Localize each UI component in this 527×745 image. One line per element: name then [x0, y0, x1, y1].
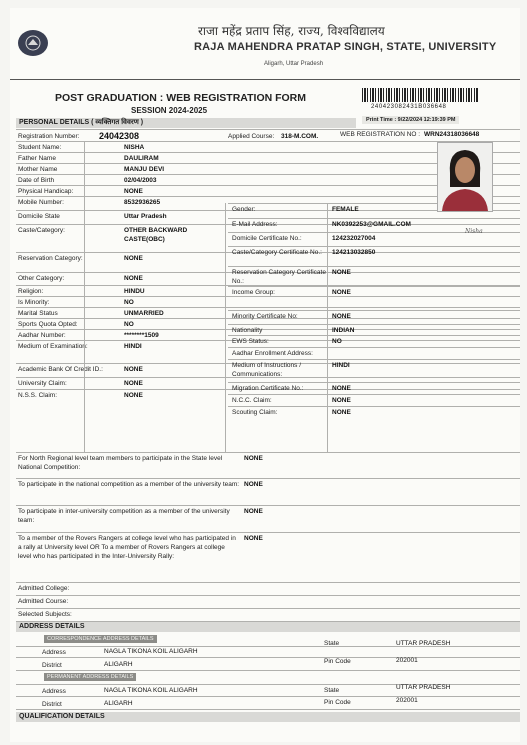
selected-subjects-label: Selected Subjects: [18, 611, 72, 618]
form-row [228, 382, 520, 394]
form-row [16, 452, 520, 477]
form-row [228, 310, 520, 324]
field-value: 124232027004 [332, 235, 376, 242]
field-value: NONE [124, 392, 143, 399]
form-row [16, 532, 520, 581]
form-row [228, 246, 520, 266]
field-label: Physical Handicap: [18, 188, 74, 195]
field-value: HINDU [124, 288, 145, 295]
field-value: NONE [124, 366, 143, 373]
permanent-address-heading: PERMANENT ADDRESS DETAILS [44, 673, 136, 681]
permanent-address-value: NAGLA TIKONA KOIL ALIGARH [104, 687, 198, 694]
field-value: Uttar Pradesh [124, 213, 167, 220]
applied-course-label: Applied Course: [228, 133, 275, 140]
field-value: HINDI [332, 362, 350, 369]
print-time: Print Time : 9/22/2024 12:19:39 PM [362, 116, 459, 124]
field-value: DAULIRAM [124, 155, 159, 162]
student-photo [437, 142, 493, 212]
field-value: NONE [244, 481, 263, 488]
web-registration-label: WEB REGISTRATION NO : [340, 131, 421, 138]
address-details-heading: ADDRESS DETAILS [16, 622, 520, 632]
field-value: ********1509 [124, 332, 159, 339]
field-label: Is Minority: [18, 299, 50, 306]
form-row [228, 359, 520, 382]
field-label: To participate in the national competition as a member of the university team: [18, 481, 240, 488]
field-value: NO [124, 321, 134, 328]
field-label: Reservation Category Certificate No.: [232, 269, 326, 285]
field-label: Caste/Category Certificate No.: [232, 249, 322, 256]
field-label: Sports Quota Opted: [18, 321, 78, 328]
field-value: NONE [332, 385, 351, 392]
correspondence-address-value: NAGLA TIKONA KOIL ALIGARH [104, 648, 198, 655]
field-label: Reservation Category: [18, 255, 83, 262]
correspondence-district-label: District [42, 662, 62, 669]
field-value: NONE [244, 535, 263, 542]
field-label: Mother Name [18, 166, 58, 173]
field-label: Medium of Instructions / Communications: [232, 362, 301, 378]
field-value: NONE [332, 289, 351, 296]
field-label: Other Category: [18, 275, 65, 282]
field-label: Student Name: [18, 144, 62, 151]
field-value: NONE [244, 455, 263, 462]
field-value: NONE [332, 313, 351, 320]
field-value: NONE [332, 397, 351, 404]
field-value: 124213032850 [332, 249, 376, 256]
correspondence-address-row [16, 640, 520, 657]
field-value: MANJU DEVI [124, 166, 165, 173]
form-row [228, 406, 520, 418]
field-label: Aadhar Number: [18, 332, 66, 339]
column-divider [225, 203, 226, 453]
student-signature: Nisha [465, 228, 483, 235]
session-label: SESSION 2024-2025 [131, 106, 208, 115]
permanent-pin-label: Pin Code [324, 699, 351, 706]
selected-subjects-row [16, 608, 520, 622]
field-value: NONE [124, 275, 143, 282]
field-label: Aadhar Enrollment Address: [232, 350, 313, 357]
field-label: Father Name [18, 155, 56, 162]
field-label: To participate in inter-university competition as a member of the university team: [18, 508, 230, 524]
correspondence-state-value: UTTAR PRADESH [396, 640, 451, 647]
column-divider [327, 203, 328, 453]
university-name-hindi: राजा महेंद्र प्रताप सिंह, राज्य, विश्वविद्यालय [198, 24, 385, 38]
field-value: 02/04/2003 [124, 177, 157, 184]
admitted-course-label: Admitted Course: [18, 598, 69, 605]
field-label: For North Regional level team members to participate in the State level National Competition: [18, 455, 223, 471]
form-row [228, 324, 520, 335]
permanent-state-value: UTTAR PRADESH [396, 684, 451, 691]
form-row [228, 347, 520, 359]
field-label: E-Mail Address: [232, 221, 278, 228]
field-label: Mobile Number: [18, 199, 64, 206]
permanent-address-row [16, 684, 520, 696]
personal-details-heading: PERSONAL DETAILS ( व्यक्तिगत विवरण ) [16, 118, 356, 128]
correspondence-address-heading: CORRESPONDENCE ADDRESS DETAILS [44, 635, 157, 643]
field-label: Gender: [232, 206, 256, 213]
form-row [228, 286, 520, 300]
field-value: NONE [124, 380, 143, 387]
field-label: N.S.S. Claim: [18, 392, 58, 399]
permanent-state-label: State [324, 687, 340, 694]
barcode-number: 240423082431B036648 [371, 104, 447, 110]
permanent-district-row [16, 696, 520, 710]
field-label: Domicile Certificate No.: [232, 235, 302, 242]
field-label: To a member of the Rovers Rangers at college level who has participated in a rally at University level OR To a member of Rovers Rangers at college level who has participated in the Inter-University Rally: [18, 535, 236, 560]
form-title: POST GRADUATION : WEB REGISTRATION FORM [55, 92, 307, 104]
field-value: 8532936265 [124, 199, 161, 206]
form-row [228, 266, 520, 286]
permanent-district-value: ALIGARH [104, 700, 133, 707]
field-value: NO [332, 338, 342, 345]
field-label: Caste/Category: [18, 227, 65, 234]
column-divider [84, 141, 85, 453]
web-registration-value: WRN24318036648 [424, 131, 480, 138]
field-value: UNMARRIED [124, 310, 164, 317]
correspondence-district-row [16, 657, 520, 671]
qualification-details-heading: QUALIFICATION DETAILS [16, 712, 520, 722]
applied-course-value: 318-M.COM. [281, 133, 319, 140]
field-label: University Claim: [18, 380, 67, 387]
correspondence-pin-value: 202001 [396, 657, 418, 664]
field-label: N.C.C. Claim: [232, 397, 272, 404]
student-portrait-icon [438, 143, 492, 211]
field-label: Academic Bank Of Credit ID.: [18, 366, 103, 373]
correspondence-address-label: Address [42, 649, 66, 656]
admitted-course-row [16, 595, 520, 608]
field-label: Income Group: [232, 289, 275, 296]
field-label: Medium of Examination: [18, 343, 88, 350]
admitted-college-label: Admitted College: [18, 585, 70, 592]
university-name-english: RAJA MAHENDRA PRATAP SINGH, STATE, UNIVERSITY [194, 41, 497, 53]
registration-form-sheet [10, 8, 520, 742]
university-emblem-icon [22, 34, 44, 52]
field-value: NONE [124, 255, 143, 262]
permanent-pin-value: 202001 [396, 697, 418, 704]
registration-number-value: 24042308 [99, 131, 140, 141]
university-location: Aligarh, Uttar Pradesh [264, 61, 324, 67]
field-value: INDIAN [332, 327, 355, 334]
permanent-address-label: Address [42, 688, 66, 695]
field-value: FEMALE [332, 206, 359, 213]
field-value: OTHER BACKWARD CASTE(OBC) [124, 227, 188, 243]
field-label: Nationality [232, 327, 263, 334]
permanent-district-label: District [42, 701, 62, 708]
barcode [362, 88, 479, 102]
field-label: Migration Certificate No.: [232, 385, 304, 392]
field-value: NK0392253@GMAIL.COM [332, 221, 411, 228]
field-label: Domicile State [18, 213, 60, 220]
field-label: EWS Status: [232, 338, 269, 345]
form-row [16, 505, 520, 532]
university-logo [18, 30, 48, 56]
admitted-college-row [16, 582, 520, 595]
field-label: Religion: [18, 288, 44, 295]
field-value: NO [124, 299, 134, 306]
form-row [228, 335, 520, 347]
field-value: NONE [124, 188, 143, 195]
registration-number-label: Registration Number: [18, 133, 80, 140]
correspondence-pin-label: Pin Code [324, 658, 351, 665]
field-value: NONE [244, 508, 263, 515]
field-value: NONE [332, 269, 351, 276]
correspondence-state-label: State [324, 640, 340, 647]
field-value: NISHA [124, 144, 145, 151]
correspondence-district-value: ALIGARH [104, 661, 133, 668]
field-label: Minority Certificate No: [232, 313, 298, 320]
form-row [16, 478, 520, 505]
field-value: HINDI [124, 343, 142, 350]
field-value: NONE [332, 409, 351, 416]
field-label: Marital Status [18, 310, 58, 317]
field-label: Date of Birth [18, 177, 55, 184]
form-row [228, 394, 520, 406]
field-label: Scouting Claim: [232, 409, 278, 416]
